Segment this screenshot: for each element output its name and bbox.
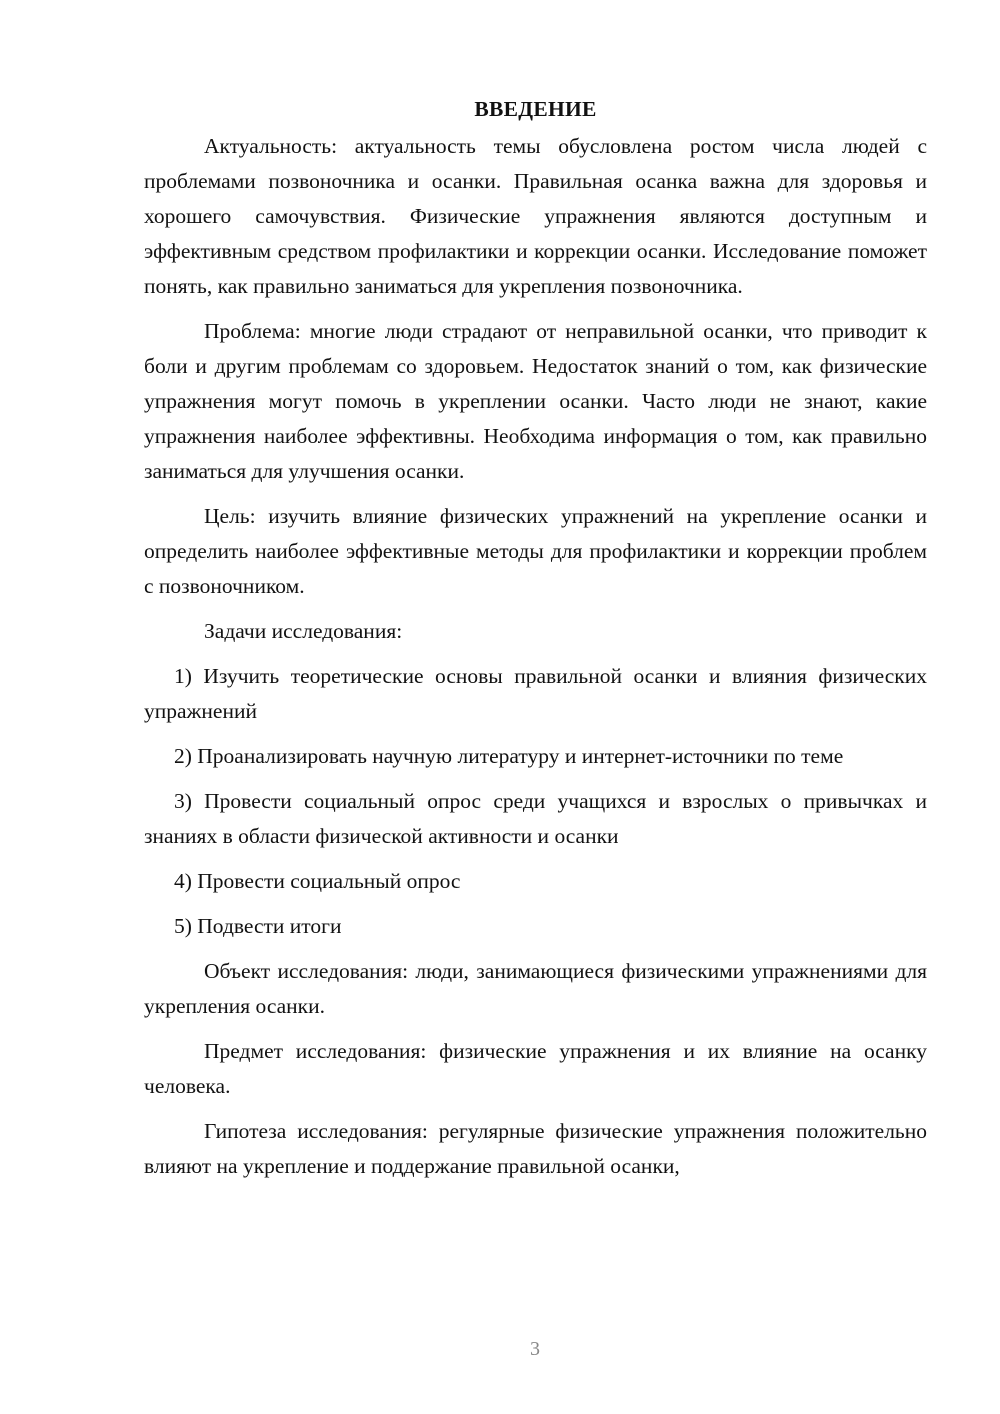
- paragraph-goal: Цель: изучить влияние физических упражнений на укрепление осанки и определить наиболее эффективные методы для профилактики и коррекции проблем с позвоночником.: [144, 504, 927, 598]
- paragraph-relevance: Актуальность: актуальность темы обусловлена ростом числа людей с проблемами позвоночника и осанки. Правильная осанка важна для здоровья и хорошего самочувствия. Физические упражнения являются доступным и эффективным средством профилактики и коррекции осанки. Исследование поможет понять, как правильно заниматься для укрепления позвоночника.: [144, 134, 927, 298]
- section-title: ВВЕДЕНИЕ: [474, 97, 597, 121]
- task-item-4: 4) Провести социальный опрос: [174, 869, 461, 893]
- document-body: [144, 92, 927, 1194]
- task-item-5: 5) Подвести итоги: [174, 914, 342, 938]
- tasks-heading: Задачи исследования:: [204, 619, 403, 643]
- page-number: 3: [530, 1338, 540, 1360]
- paragraph-problem: Проблема: многие люди страдают от неправильной осанки, что приводит к боли и другим проблемам со здоровьем. Недостаток знаний о том, как физические упражнения могут помочь в укреплении осанки. Часто люди не знают, какие упражнения наиболее эффективны. Необходима информация о том, как правильно заниматься для улучшения осанки.: [144, 319, 927, 483]
- paragraph-object: Объект исследования: люди, занимающиеся физическими упражнениями для укрепления осанки.: [144, 959, 927, 1018]
- task-item-2: 2) Проанализировать научную литературу и интернет-источники по теме: [174, 744, 844, 768]
- task-item-3: 3) Провести социальный опрос среди учащихся и взрослых о привычках и знаниях в области физической активности и осанки: [144, 789, 927, 848]
- paragraph-hypothesis: Гипотеза исследования: регулярные физические упражнения положительно влияют на укрепление и поддержание правильной осанки,: [144, 1119, 927, 1178]
- task-item-1: 1) Изучить теоретические основы правильной осанки и влияния физических упражнений: [144, 664, 927, 723]
- paragraph-subject: Предмет исследования: физические упражнения и их влияние на осанку человека.: [144, 1039, 927, 1098]
